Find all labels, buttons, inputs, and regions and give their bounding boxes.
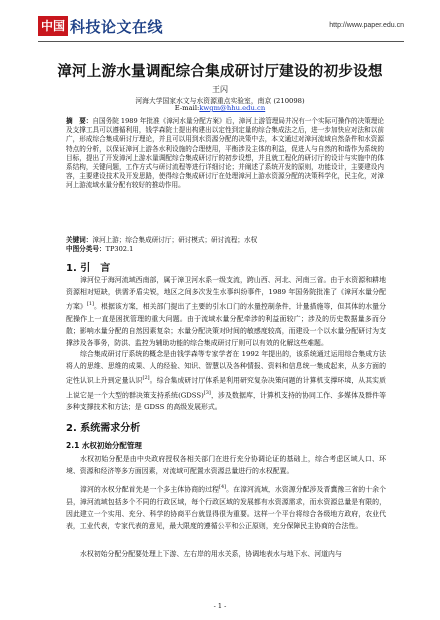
section-1-paragraph-1 bbox=[66, 274, 386, 350]
s1-p1-text: 漳河位于海河流域西南部，属于漳卫河水系一级支流，跨山西、河北、河南三省。由于水资源和耕地资源相对短缺，供需矛盾尖锐，地区之间多次发生水事纠纷事件，1989 年国务院批准了《漳河水量分配方案》 bbox=[66, 276, 386, 311]
s1-p1-text-b: 。根据该方案，相关部门提出了主要的引水口门的水量控制条件，计量措施等，但其体的水量分配操作上一直是困扰管理的重大问题。由于流域水量分配牵涉的利益面较广；涉及的历史数据量多而分散；影响水量分配的自然因素复杂；水量分配决策对时间的敏感度较高，而建设一个以水量分配研讨为支撑涉及各事务，防洪、监控为辅助功能的综合集成研讨厅则可以有效的化解这些难题。 bbox=[66, 302, 387, 348]
logo-text: 科技论文在线 bbox=[70, 17, 164, 36]
keywords-label: 关键词： bbox=[66, 236, 93, 244]
abstract-label: 摘 要： bbox=[66, 117, 93, 125]
s1-p2-text: 综合集成研讨厅系统的概念是由钱学森等专家学者在 1992 年提出的，该系统通过运用综合集成方法将人的思维、思维的成果、人的经验、知识、智慧以及各种情报、资料和信息统一集成起来，从多方面的定性认识上升到定量认识 bbox=[66, 350, 386, 385]
paper-title: 漳河上游水量调配综合集成研讨厅建设的初步设想 bbox=[57, 64, 383, 80]
paper-author: 王闪 bbox=[212, 85, 228, 94]
clc-value: TP302.1 bbox=[105, 245, 134, 253]
email-label: E-mail: bbox=[174, 104, 200, 112]
clc-label: 中图分类号： bbox=[66, 245, 106, 253]
section-2-1-paragraph-3: 水权初始分配分配要处理上下游、左右岸的用水关系，协调地表水与地下水、河道内与 bbox=[80, 550, 342, 558]
abstract-text: 自国务院 1989 年批准《漳河水量分配方案》后，漳河上游管理局井况有一个实际可操作的决策理论及支撑工具可以遵循利用，钱学森院士提出构建出以定性到定量的综合集成法之后，进一步加快应对法和以前广，形成综合集成研讨厅理论，并且可以用到水资源分配的决策中去，本文通过对漳河流域自然条件和水资源特点的分析，以保证漳河上游各水利设施的合理使用，平衡涉及主体的利益，促进人与自然的和谐作为系统的目标，提出了开发漳河上游水量调配综合集成研讨厅的初步设想，并且就工程化的研讨厅的设计与实施中的体系结构，关键问题，工作方式与研讨流程等进行详细讨论；并阐述了系统开发的原则，功能设计，主要建设内容，主要建设技术及开发思路，使得综合集成研讨厅在处理漳河上游水资源分配的决策科学化，民主化，对漳河上游流域水量分配有较好的推动作用。 bbox=[66, 117, 384, 190]
site-logo[interactable] bbox=[38, 14, 163, 38]
s21-p2-text: 漳河的水权分配首先是一个多主体协商的过程 bbox=[80, 485, 220, 494]
section-2-1-heading: 2.1 水权初始分配管理 bbox=[66, 441, 142, 450]
keywords-text: 漳河上游；综合集成研讨厅；研讨模式；研讨流程；水权 bbox=[92, 236, 258, 244]
logo-mark: 中国 bbox=[38, 16, 68, 36]
citation-ref[interactable]: [4] bbox=[219, 484, 227, 490]
site-header bbox=[0, 0, 440, 56]
s1-p2-text-b: 。综合集成研讨厅体系是利用研究复杂决策问题的计算机支撑环境，从其实质上说它是一个大型的群决策支持系统(GDSS) bbox=[66, 376, 387, 400]
section-1-paragraph-2 bbox=[66, 348, 386, 414]
citation-ref[interactable]: [3] bbox=[203, 389, 211, 396]
section-2-1-paragraph-1: 水权初始分配是由中央政府授权各相关部门在进行充分协调论证的基础上，综合考虑区域人口、环境、资源和经济等多方面因素，对流域可配置水资源总量进行的水权配置。 bbox=[66, 455, 386, 476]
page-number: - 1 - bbox=[213, 602, 227, 610]
site-url[interactable]: http://www.paper.edu.cn bbox=[329, 22, 404, 29]
classification-number bbox=[66, 245, 384, 254]
keywords bbox=[66, 236, 384, 245]
section-2-1-paragraph-2 bbox=[66, 481, 386, 532]
section-1-heading: 1. 引 言 bbox=[66, 263, 111, 274]
s21-p2-text-b: 。在漳河流域，水资源分配涉及晋冀豫三省的十余个县，漳河流域包括多个不同的行政区域，每个行政区域的发展都有水资源需求，而水资源总量是有限的，因此建立一个实用、充分、科学的协商平台就显得很为重要。这样一个平台将综合各级地方政府，农业代表，工业代表，专家代表的意见，最大限度的遵循公平和公正原则，充分保障民主协商的合法性。 bbox=[66, 485, 387, 530]
author-email-line bbox=[0, 104, 440, 112]
header-divider bbox=[38, 41, 404, 42]
section-2-heading: 2. 系统需求分析 bbox=[66, 423, 141, 434]
s1-p2-text-c: ，涉及数据库，计算机支持的协同工作、多媒体及群件等多种支撑技术和方法；是 GDSS 的高级发展形式。 bbox=[66, 391, 386, 412]
author-email-link[interactable]: kwgm@hhu.edu.cn bbox=[199, 104, 266, 112]
abstract bbox=[66, 117, 384, 191]
author-affiliation: 河海大学国家水文与水资源重点实验室，南京 (210098) bbox=[135, 97, 305, 105]
citation-ref[interactable]: [1] bbox=[86, 301, 94, 308]
citation-ref[interactable]: [2] bbox=[142, 375, 150, 382]
